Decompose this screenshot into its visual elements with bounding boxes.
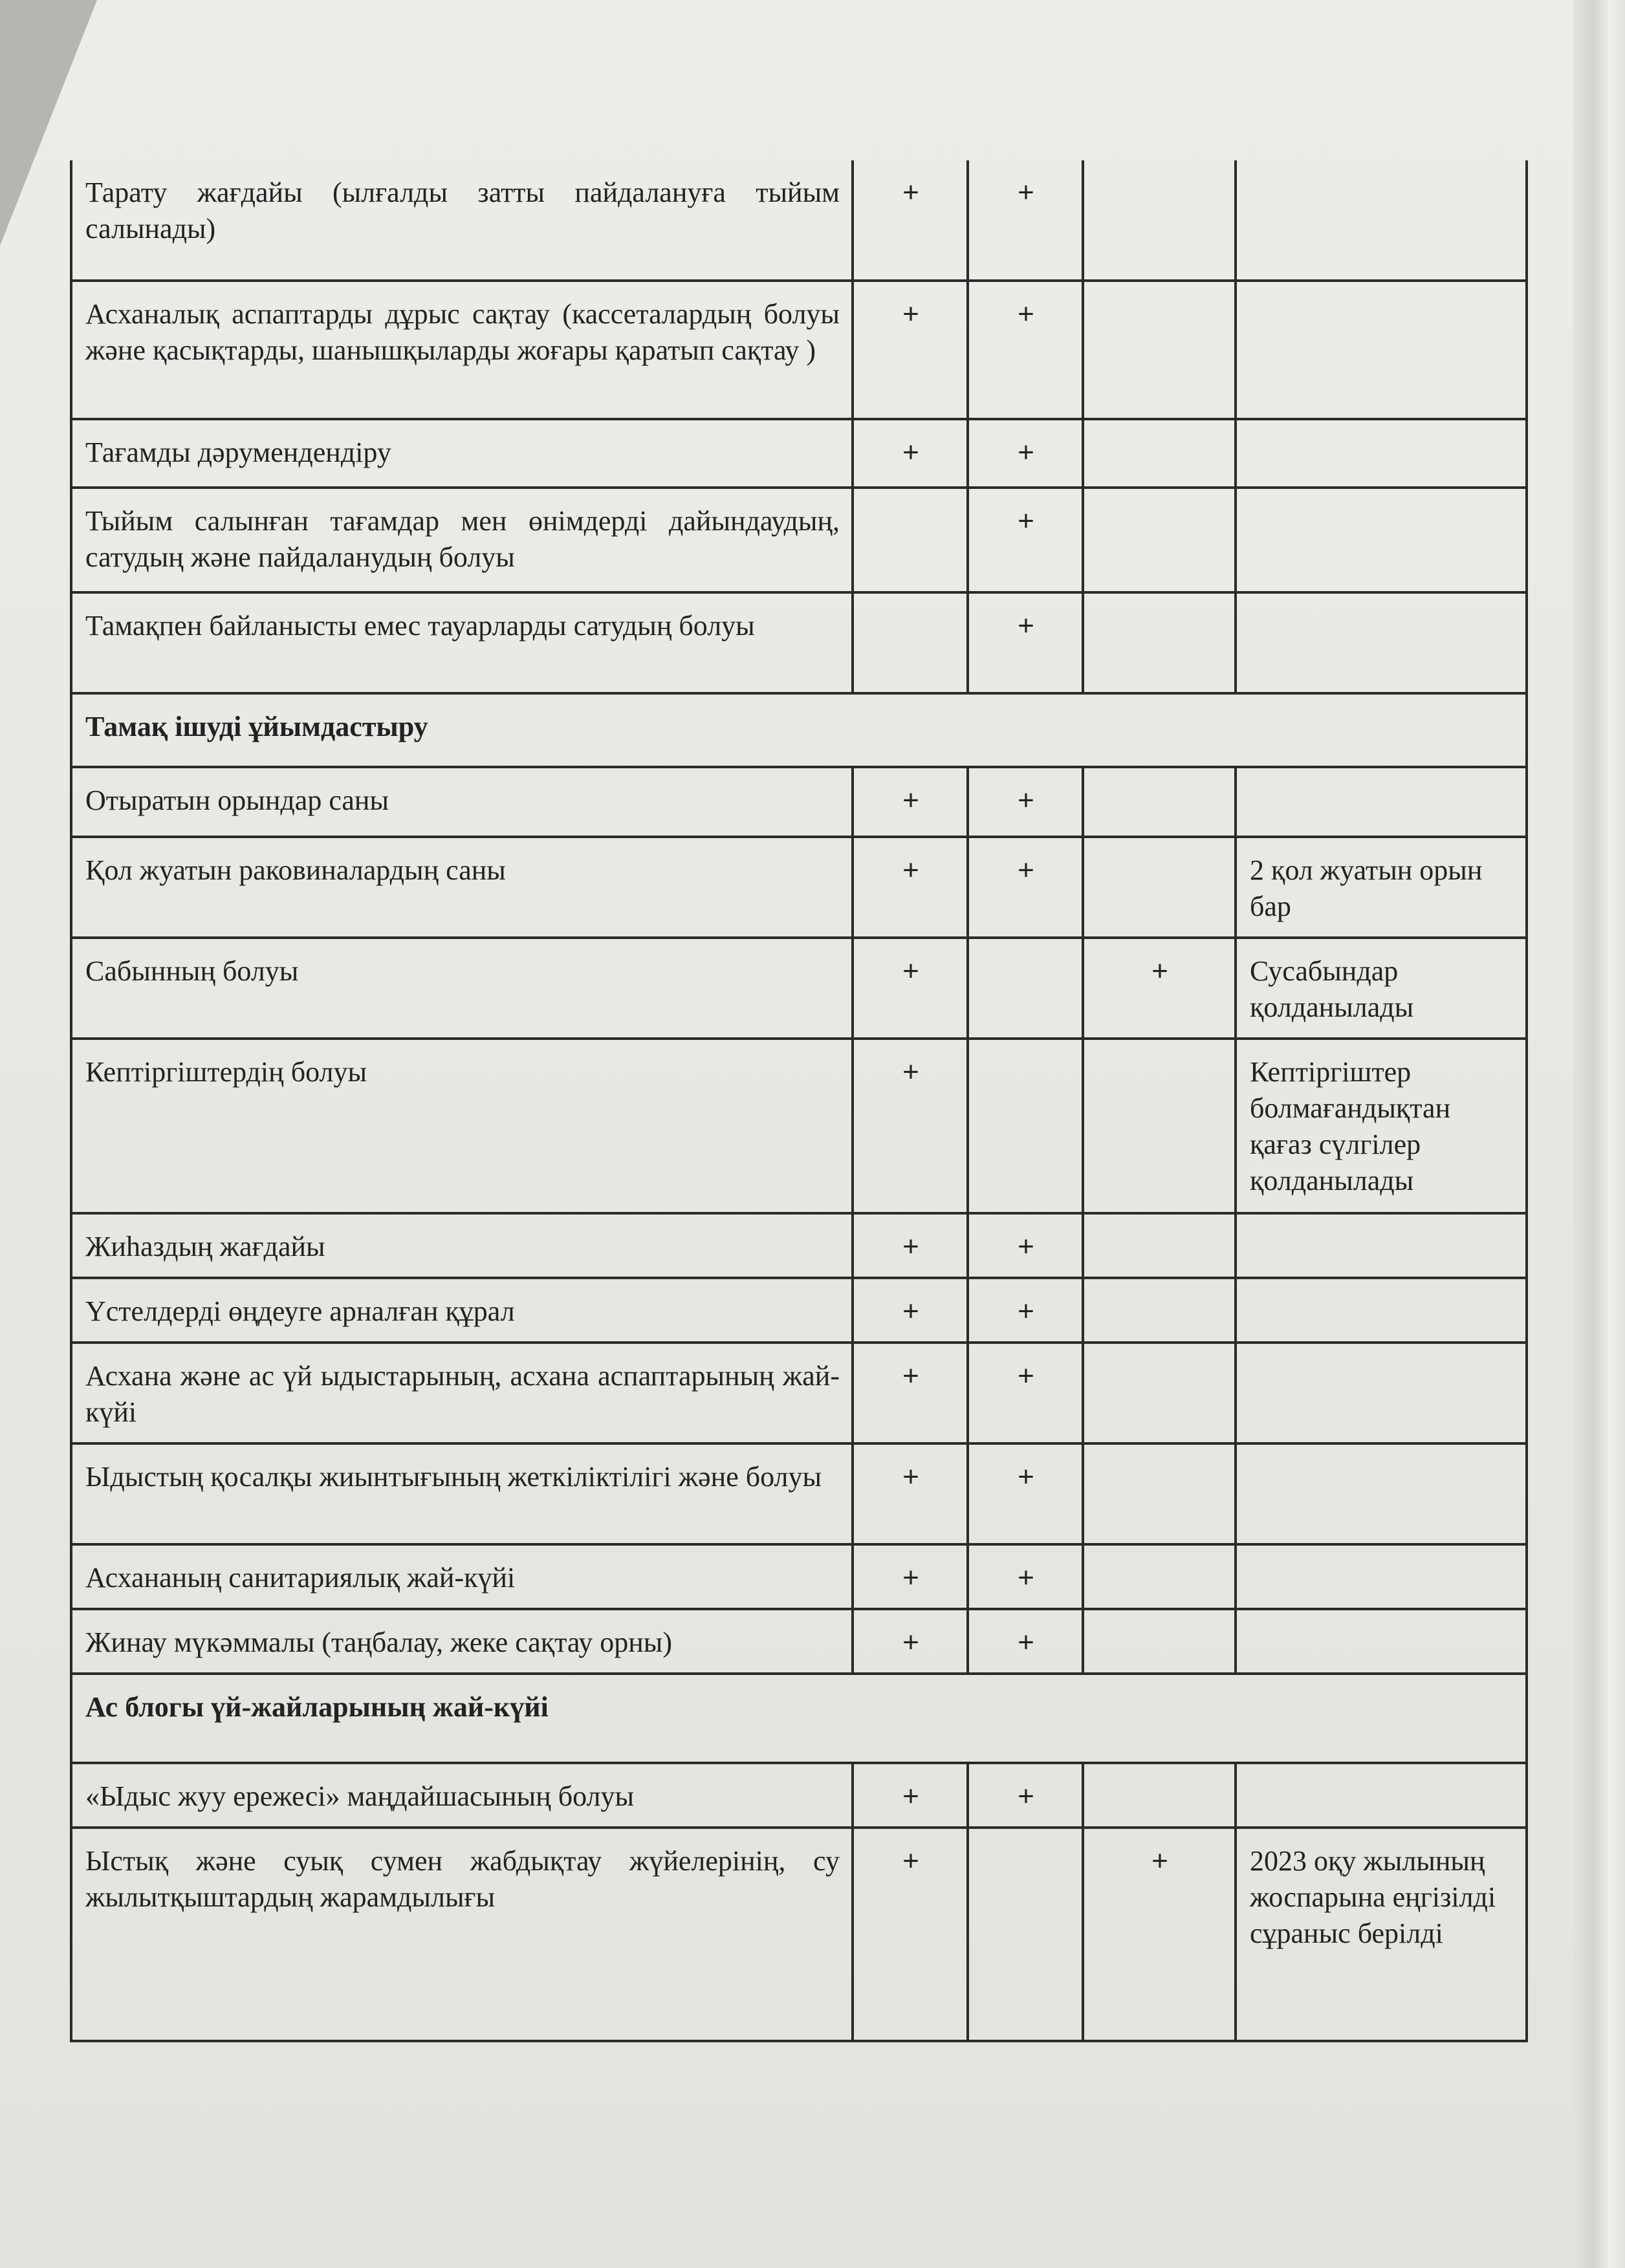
- mark-cell-2: +: [968, 1609, 1083, 1674]
- criterion-cell: Отыратын орындар саны: [71, 767, 853, 837]
- note-cell: [1236, 281, 1527, 419]
- note-cell: [1236, 1609, 1527, 1674]
- mark-cell-3: +: [1083, 1828, 1236, 2041]
- mark-cell-1: +: [853, 1544, 968, 1609]
- mark-cell-2: +: [968, 837, 1083, 938]
- mark-cell-2: +: [968, 419, 1083, 488]
- note-cell: [1236, 160, 1527, 281]
- criterion-cell: Тамақпен байланысты емес тауарларды сатудың болуы: [71, 592, 853, 693]
- inspection-table: [70, 160, 1528, 2042]
- mark-cell-1: +: [853, 938, 968, 1039]
- table-row: [71, 419, 1527, 488]
- mark-cell-1: +: [853, 837, 968, 938]
- table-row: [71, 837, 1527, 938]
- note-cell: Кептіргіштер болмағандықтан қағаз сүлгілер қолданылады: [1236, 1039, 1527, 1213]
- mark-cell-3: [1083, 1443, 1236, 1544]
- table-row: [71, 1609, 1527, 1674]
- table-row: [71, 1213, 1527, 1278]
- mark-cell-1: +: [853, 1609, 968, 1674]
- table-row: [71, 1278, 1527, 1343]
- note-cell: [1236, 1763, 1527, 1828]
- mark-cell-1: +: [853, 160, 968, 281]
- mark-cell-2: +: [968, 1544, 1083, 1609]
- table-row: [71, 1828, 1527, 2041]
- mark-cell-1: +: [853, 767, 968, 837]
- page-edge-shadow: [1573, 0, 1625, 2268]
- mark-cell-2: +: [968, 1763, 1083, 1828]
- mark-cell-1: +: [853, 1343, 968, 1443]
- mark-cell-3: [1083, 1213, 1236, 1278]
- note-cell: 2 қол жуатын орын бар: [1236, 837, 1527, 938]
- table-row: [71, 1443, 1527, 1544]
- mark-cell-2: [968, 938, 1083, 1039]
- mark-cell-3: [1083, 281, 1236, 419]
- note-cell: Сусабындар қолданылады: [1236, 938, 1527, 1039]
- note-cell: [1236, 488, 1527, 592]
- table-row: [71, 1343, 1527, 1443]
- inspection-table-body: [71, 160, 1527, 2041]
- section-title: Тамақ ішуді ұйымдастыру: [71, 693, 1527, 767]
- mark-cell-2: +: [968, 160, 1083, 281]
- mark-cell-2: +: [968, 1278, 1083, 1343]
- section-row: [71, 693, 1527, 767]
- note-cell: [1236, 1213, 1527, 1278]
- mark-cell-3: [1083, 837, 1236, 938]
- criterion-cell: Асхананың санитариялық жай-күйі: [71, 1544, 853, 1609]
- mark-cell-1: +: [853, 1443, 968, 1544]
- note-cell: [1236, 767, 1527, 837]
- criterion-cell: Тыйым салынған тағамдар мен өнімдерді дайындаудың, сатудың және пайдаланудың болуы: [71, 488, 853, 592]
- section-row: [71, 1674, 1527, 1763]
- criterion-cell: Тарату жағдайы (ылғалды затты пайдалануға тыйым салынады): [71, 160, 853, 281]
- mark-cell-3: [1083, 1763, 1236, 1828]
- criterion-cell: Кептіргіштердің болуы: [71, 1039, 853, 1213]
- criterion-cell: Қол жуатын раковиналардың саны: [71, 837, 853, 938]
- mark-cell-2: +: [968, 1213, 1083, 1278]
- mark-cell-1: +: [853, 1828, 968, 2041]
- mark-cell-1: +: [853, 1763, 968, 1828]
- mark-cell-2: +: [968, 592, 1083, 693]
- table-row: [71, 1039, 1527, 1213]
- mark-cell-2: +: [968, 767, 1083, 837]
- criterion-cell: Үстелдерді өңдеуге арналған құрал: [71, 1278, 853, 1343]
- mark-cell-1: +: [853, 1039, 968, 1213]
- section-title: Ас блогы үй-жайларының жай-күйі: [71, 1674, 1527, 1763]
- mark-cell-3: [1083, 1343, 1236, 1443]
- criterion-cell: Тағамды дәрумендендіру: [71, 419, 853, 488]
- mark-cell-1: [853, 592, 968, 693]
- mark-cell-2: +: [968, 1343, 1083, 1443]
- mark-cell-1: +: [853, 1278, 968, 1343]
- criterion-cell: Жиһаздың жағдайы: [71, 1213, 853, 1278]
- note-cell: [1236, 1278, 1527, 1343]
- mark-cell-3: +: [1083, 938, 1236, 1039]
- criterion-cell: Асхана және ас үй ыдыстарының, асхана аспаптарының жай-күйі: [71, 1343, 853, 1443]
- table-row: [71, 160, 1527, 281]
- table-row: [71, 488, 1527, 592]
- note-cell: [1236, 1443, 1527, 1544]
- mark-cell-3: [1083, 160, 1236, 281]
- mark-cell-3: [1083, 488, 1236, 592]
- mark-cell-3: [1083, 592, 1236, 693]
- criterion-cell: Ыдыстың қосалқы жиынтығының жеткіліктілігі және болуы: [71, 1443, 853, 1544]
- mark-cell-2: +: [968, 488, 1083, 592]
- criterion-cell: Жинау мүкәммалы (таңбалау, жеке сақтау орны): [71, 1609, 853, 1674]
- mark-cell-1: +: [853, 419, 968, 488]
- mark-cell-2: [968, 1039, 1083, 1213]
- table-row: [71, 281, 1527, 419]
- table-row: [71, 1763, 1527, 1828]
- criterion-cell: Асханалық аспаптарды дұрыс сақтау (кассеталардың болуы және қасықтарды, шанышқыларды жоғары қаратып сақтау ): [71, 281, 853, 419]
- mark-cell-1: [853, 488, 968, 592]
- mark-cell-2: [968, 1828, 1083, 2041]
- mark-cell-3: [1083, 1039, 1236, 1213]
- mark-cell-1: +: [853, 281, 968, 419]
- criterion-cell: «Ыдыс жуу ережесі» маңдайшасының болуы: [71, 1763, 853, 1828]
- table-row: [71, 938, 1527, 1039]
- mark-cell-3: [1083, 1278, 1236, 1343]
- note-cell: 2023 оқу жылының жоспарына еңгізілді сұраныс берілді: [1236, 1828, 1527, 2041]
- mark-cell-1: +: [853, 1213, 968, 1278]
- note-cell: [1236, 592, 1527, 693]
- criterion-cell: Ыстық және суық сумен жабдықтау жүйелерінің, су жылытқыштардың жарамдылығы: [71, 1828, 853, 2041]
- note-cell: [1236, 419, 1527, 488]
- table-row: [71, 592, 1527, 693]
- mark-cell-2: +: [968, 1443, 1083, 1544]
- mark-cell-3: [1083, 419, 1236, 488]
- table-row: [71, 1544, 1527, 1609]
- mark-cell-2: +: [968, 281, 1083, 419]
- note-cell: [1236, 1544, 1527, 1609]
- mark-cell-3: [1083, 1544, 1236, 1609]
- note-cell: [1236, 1343, 1527, 1443]
- table-row: [71, 767, 1527, 837]
- criterion-cell: Сабынның болуы: [71, 938, 853, 1039]
- mark-cell-3: [1083, 1609, 1236, 1674]
- mark-cell-3: [1083, 767, 1236, 837]
